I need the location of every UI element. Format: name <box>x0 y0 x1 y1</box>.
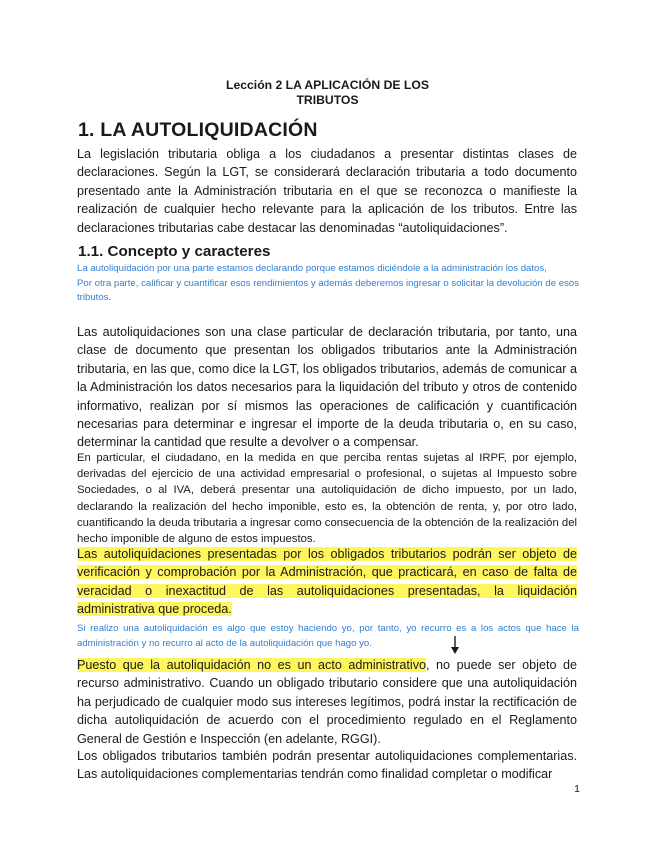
section-heading: 1. LA AUTOLIQUIDACIÓN <box>78 119 318 141</box>
annotation-note-1-line-2: Por otra parte, calificar y cuantificar esos rendimientos y además deberemos ingresar o solicitar la devolución de esos tributos. <box>77 277 579 304</box>
intro-paragraph: La legislación tributaria obliga a los ciudadanos a presentar distintas clases de declaraciones. Según la LGT, se considerará declaración tributaria a todo documento presentado ante la Administración tributaria en el que se reconozca o manifieste la realización de cualquier hecho relevante para la aplicación de los tributos. Entre las declaraciones tributarias cabe destacar las denominadas “autoliquidaciones”. <box>77 147 577 235</box>
annotation-note-2: Si realizo una autoliquidación es algo que estoy haciendo yo, por tanto, yo recurro es a los actos que hace la administración y no recurro al acto de la autoliquidación que hago yo. <box>77 623 579 649</box>
recourse-paragraph <box>77 656 577 748</box>
lesson-title-line-1: Lección 2 LA APLICACIÓN DE LOS <box>226 78 429 92</box>
subsection-heading: 1.1. Concepto y caracteres <box>78 243 271 260</box>
lesson-title-line-2: TRIBUTOS <box>296 93 359 107</box>
lesson-title <box>0 78 655 108</box>
down-arrow-icon <box>450 636 460 654</box>
annotation-note-1 <box>77 262 579 306</box>
example-paragraph: En particular, el ciudadano, en la medida en que perciba rentas sujetas al IRPF, por ejemplo, derivadas del ejercicio de una actividad empresarial o profesional, o sujetas al Impuesto sobre Sociedades, o al IVA, deberá presentar una autoliquidación de dicho impuesto, por un lado, declarando la realización del hecho imponible, esto es, la obtención de renta, y, por otro lado, cuantificando la deuda tributaria a ingresar como consecuencia de la obtención de la realización del hecho imponible de alguno de estos impuestos. <box>77 452 577 546</box>
verification-paragraph <box>77 545 577 619</box>
concept-paragraph: Las autoliquidaciones son una clase particular de declaración tributaria, por tanto, una clase de documento que presentan los obligados tributarios ante la Administración tributaria, en las que, como dice la LGT, los obligados tributarios, además de comunicar a la Administración los datos necesarios para la liquidación del tributo y otros de contenido informativo, realizan por sí mismos las operaciones de calificación y cuantificación necesarias para determinar e ingresar el importe de la deuda tributaria o, en su caso, determinar la cantidad que resulte a devolver o a compensar. <box>77 325 577 450</box>
highlighted-text: Las autoliquidaciones presentadas por los obligados tributarios podrán ser objeto de verificación y comprobación por la Administración, que practicará, en caso de falta de veracidad o inexactitud de las autoliquidaciones presentadas, la liquidación administrativa que proceda. <box>77 547 577 617</box>
page-number: 1 <box>574 783 580 795</box>
complementary-paragraph: Los obligados tributarios también podrán presentar autoliquidaciones complementarias. Las autoliquidaciones complementarias tendrán como finalidad completar o modificar <box>77 749 577 782</box>
recourse-paragraph-rest: , no puede ser objeto de recurso administrativo. Cuando un obligado tributario considere que una autoliquidación ha perjudicado de cualquier modo sus intereses legítimos, podrá instar la rectificación de dicha autoliquidación de acuerdo con el procedimiento regulado en el Reglamento General de Gestión e Inspección (en adelante, RGGI). <box>77 658 577 746</box>
annotation-note-1-line-1: La autoliquidación por una parte estamos declarando porque estamos diciéndole a la administración los datos, <box>77 263 547 274</box>
highlighted-text-2: Puesto que la autoliquidación no es un acto administrativo <box>77 658 427 672</box>
